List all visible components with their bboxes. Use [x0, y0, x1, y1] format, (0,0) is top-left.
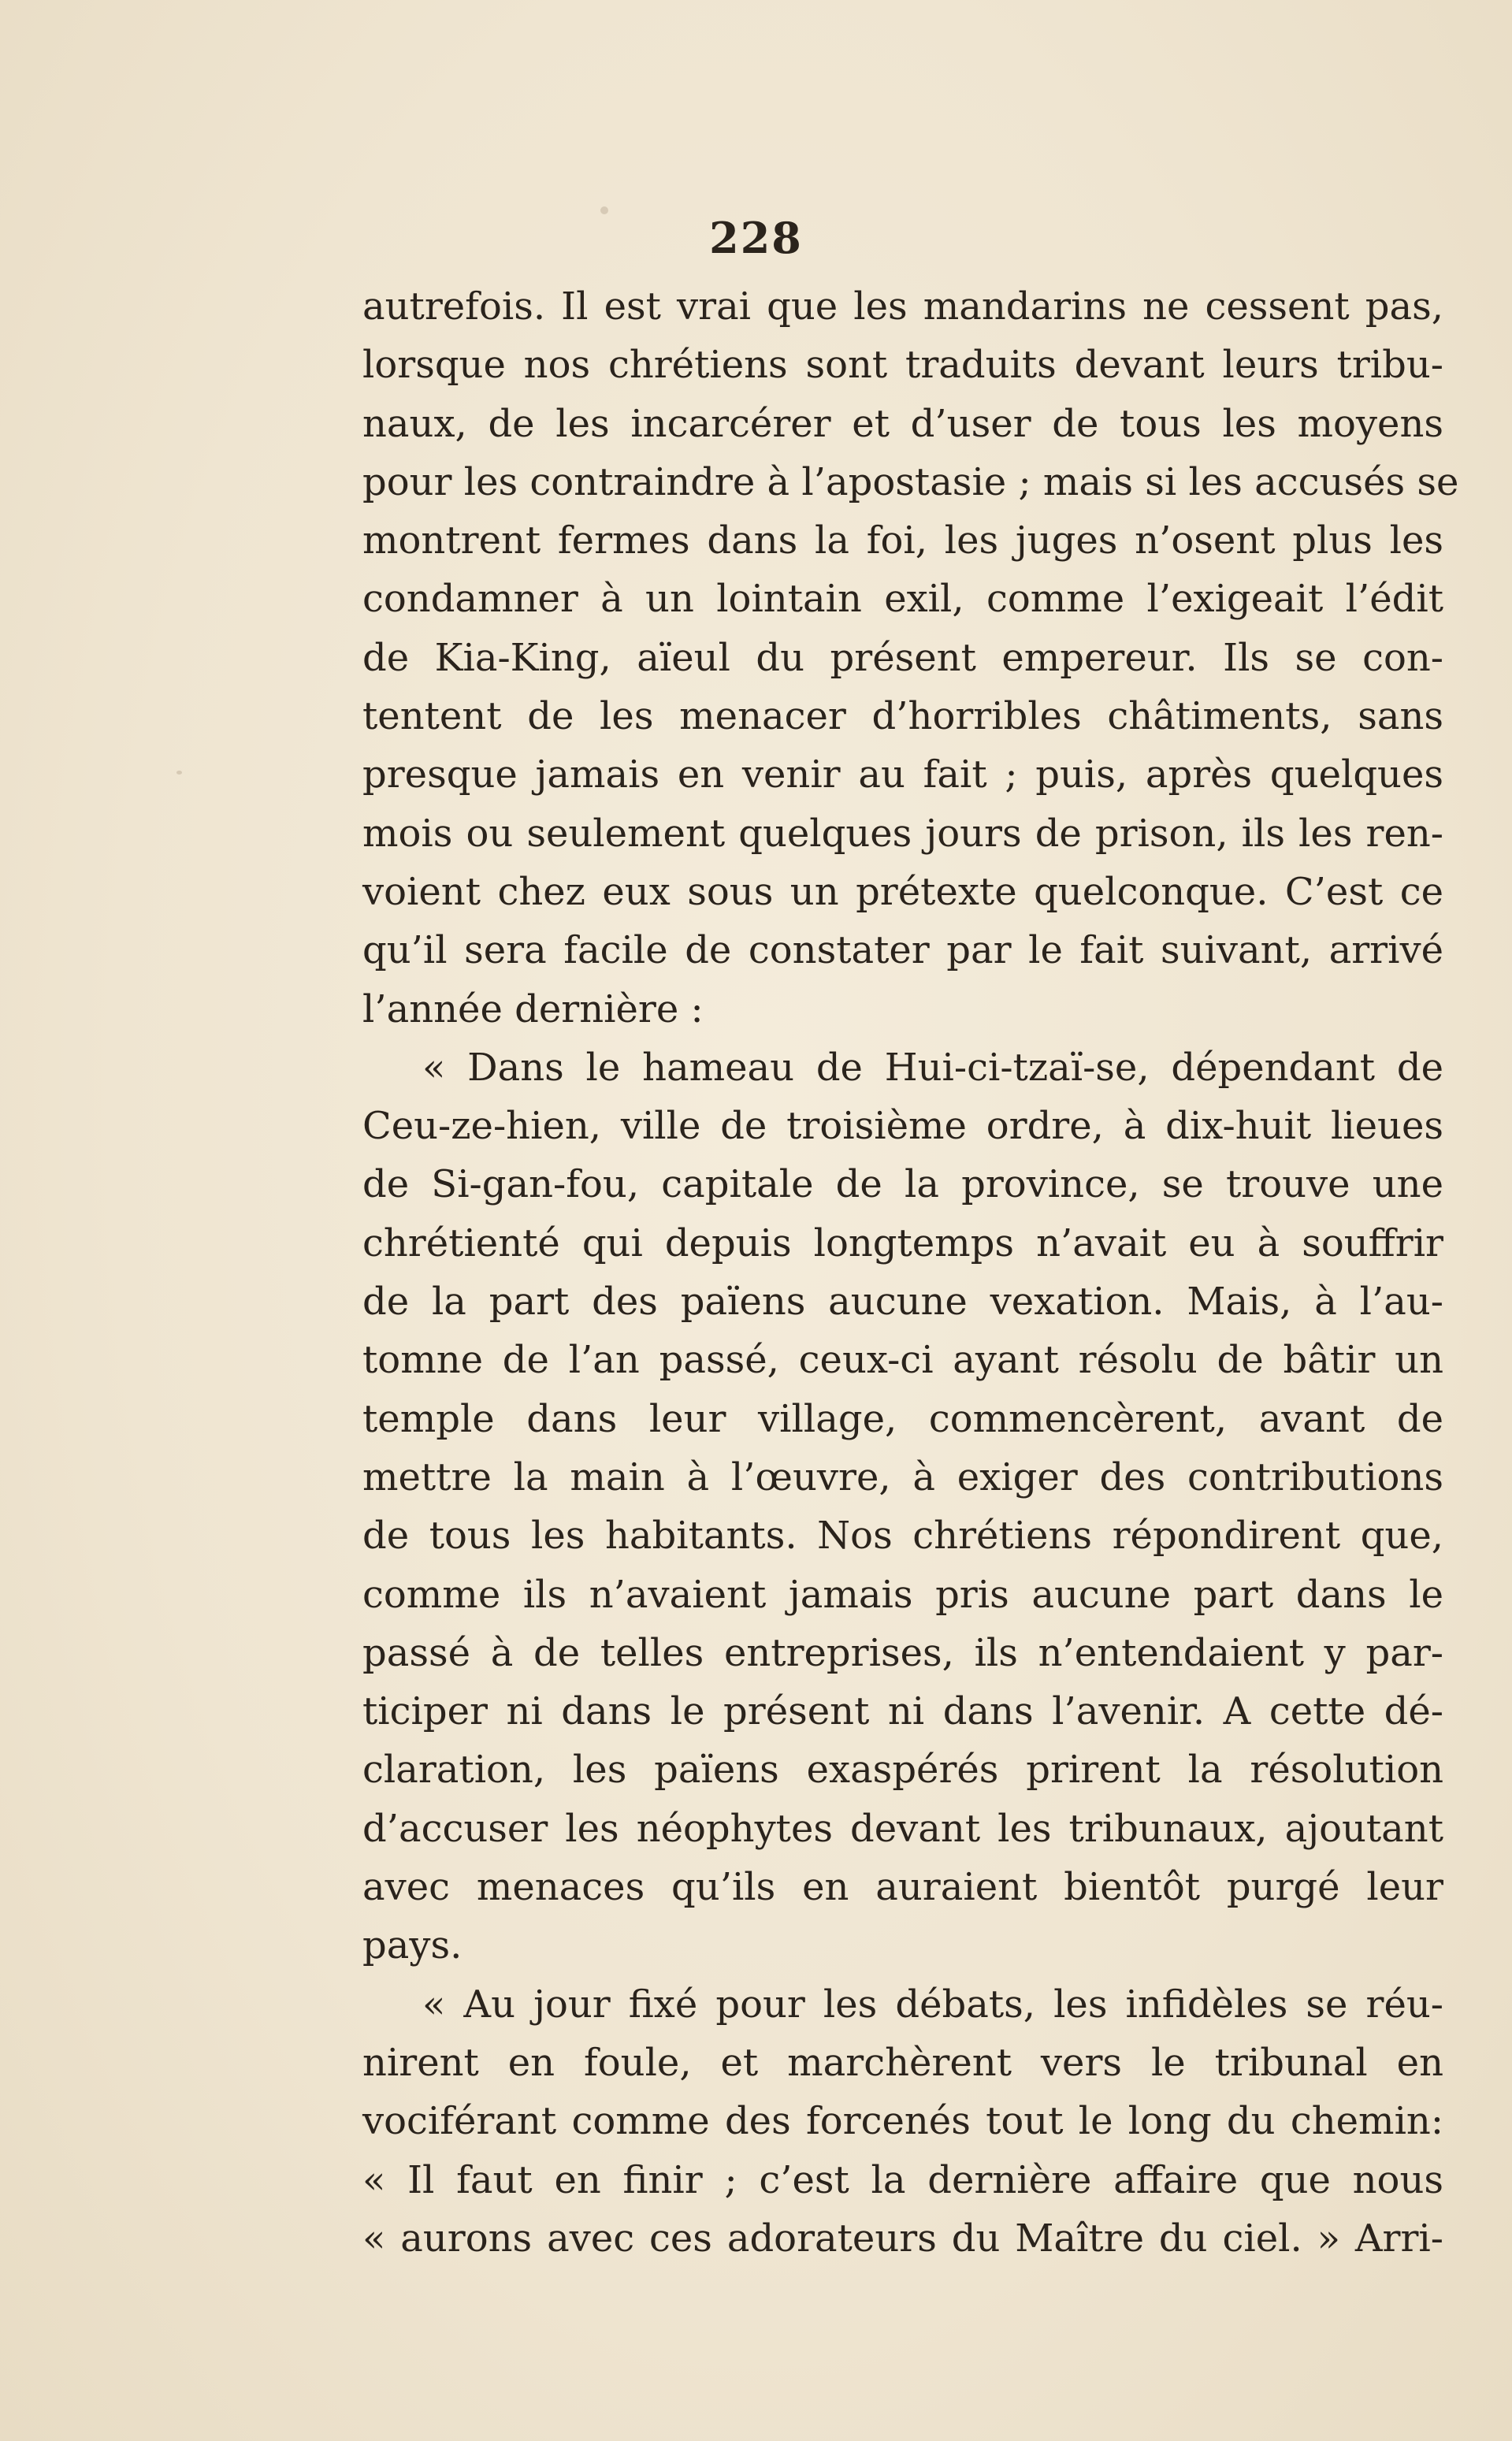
- text-line: pays.: [362, 1923, 463, 1968]
- text-line: d’accuser les néophytes devant les tribunaux, ajoutant: [362, 1806, 1443, 1851]
- text-line: lorsque nos chrétiens sont traduits devant leurs tribu-: [362, 343, 1443, 388]
- text-line: de Si-gan-fou, capitale de la province, se trouve une: [362, 1162, 1443, 1207]
- text-line: nirent en foule, et marchèrent vers le tribunal en: [362, 2040, 1443, 2085]
- text-line: qu’il sera facile de constater par le fait suivant, arrivé: [362, 928, 1443, 973]
- text-line: passé à de telles entreprises, ils n’entendaient y par-: [362, 1630, 1443, 1675]
- text-line: de tous les habitants. Nos chrétiens répondirent que,: [362, 1514, 1443, 1559]
- text-line: mois ou seulement quelques jours de prison, ils les ren-: [362, 811, 1443, 856]
- text-line: claration, les païens exaspérés prirent la résolution: [362, 1748, 1443, 1793]
- text-line: mettre la main à l’œuvre, à exiger des contributions: [362, 1455, 1443, 1499]
- text-line: Ceu-ze-hien, ville de troisième ordre, à dix-huit lieues: [362, 1104, 1443, 1149]
- text-line: l’année dernière :: [362, 986, 704, 1031]
- text-line: « Dans le hameau de Hui-ci-tzaï-se, dépendant de: [422, 1045, 1443, 1090]
- text-line: ticiper ni dans le présent ni dans l’avenir. A cette dé-: [362, 1689, 1443, 1734]
- text-line: comme ils n’avaient jamais pris aucune part dans le: [362, 1572, 1443, 1617]
- text-line: condamner à un lointain exil, comme l’exigeait l’édit: [362, 577, 1443, 622]
- body-text: [362, 277, 1459, 2268]
- text-line: tomne de l’an passé, ceux-ci ayant résolu de bâtir un: [362, 1338, 1443, 1383]
- text-line: chrétienté qui depuis longtemps n’avait eu à souffrir: [362, 1220, 1443, 1265]
- text-line: vociférant comme des forcenés tout le long du chemin:: [362, 2099, 1443, 2144]
- text-line: de la part des païens aucune vexation. Mais, à l’au-: [362, 1280, 1443, 1325]
- paper-spot: [176, 771, 182, 775]
- text-line: presque jamais en venir au fait ; puis, après quelques: [362, 752, 1443, 797]
- page-number: 228: [709, 213, 803, 263]
- text-line: autrefois. Il est vrai que les mandarins ne cessent pas,: [362, 284, 1443, 329]
- text-line: montrent fermes dans la foi, les juges n’osent plus les: [362, 518, 1443, 563]
- text-line: de Kia-King, aïeul du présent empereur. Ils se con-: [362, 635, 1443, 680]
- text-line: voient chez eux sous un prétexte quelconque. C’est ce: [362, 869, 1443, 914]
- text-line: « Il faut en finir ; c’est la dernière affaire que nous: [362, 2157, 1443, 2202]
- text-line: temple dans leur village, commencèrent, avant de: [362, 1396, 1443, 1441]
- text-line: « aurons avec ces adorateurs du Maître du ciel. » Arri-: [362, 2216, 1443, 2261]
- text-line: tentent de les menacer d’horribles châtiments, sans: [362, 694, 1443, 739]
- text-line: pour les contraindre à l’apostasie ; mais si les accusés se: [362, 459, 1459, 504]
- text-line: « Au jour fixé pour les débats, les infidèles se réu-: [422, 1982, 1443, 2027]
- text-line: avec menaces qu’ils en auraient bientôt purgé leur: [362, 1865, 1443, 1910]
- text-line: naux, de les incarcérer et d’user de tous les moyens: [362, 401, 1443, 446]
